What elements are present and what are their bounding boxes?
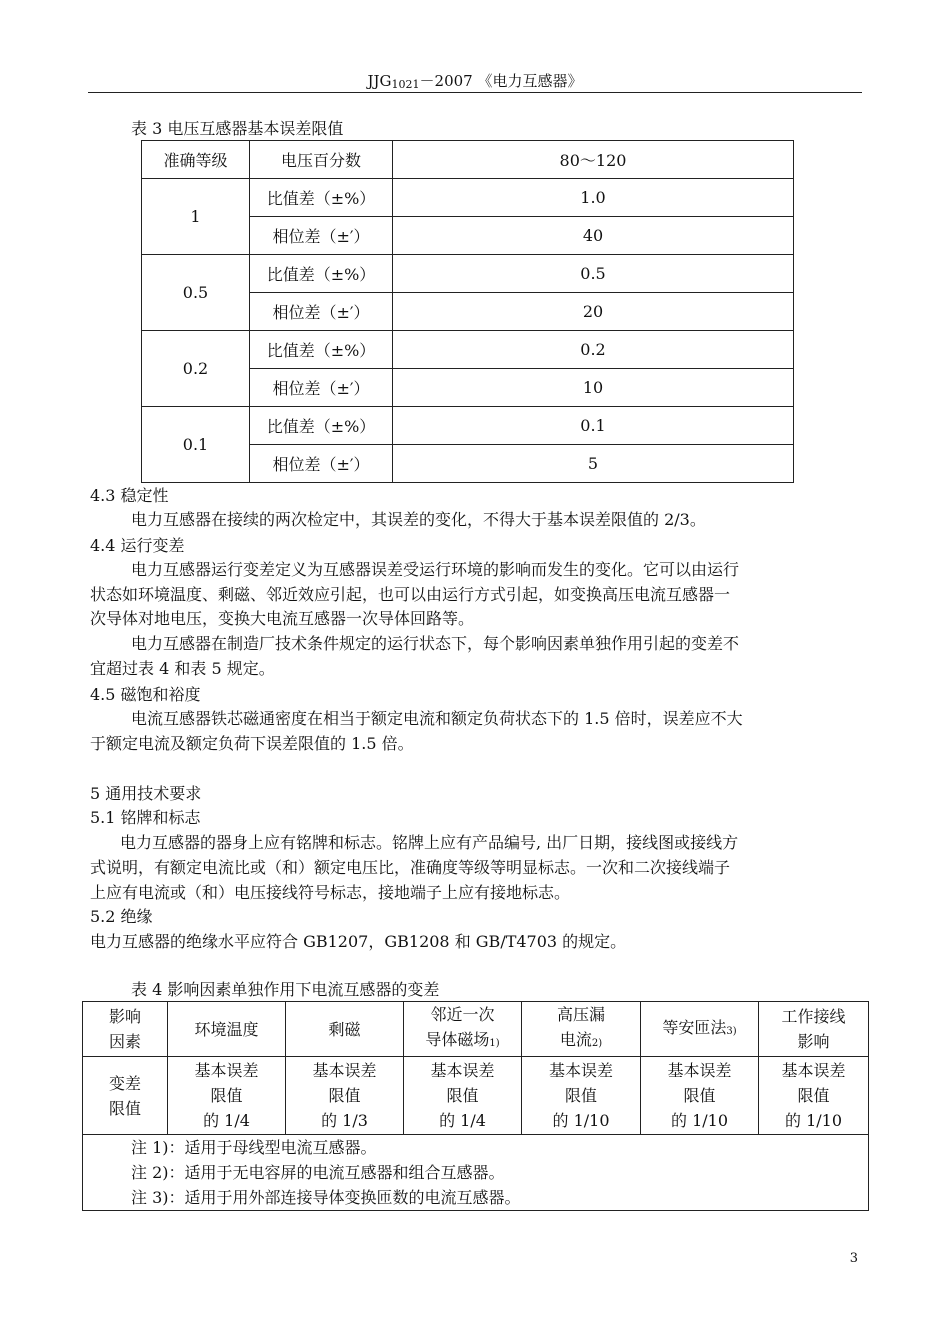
limit-line: 基本误差: [548, 1061, 613, 1080]
table4-note: 注 2)：适用于无电容屏的电流互感器和组合互感器。: [131, 1163, 505, 1182]
ratio-label-cell: 比值差（±%）: [250, 331, 393, 369]
limit-cell: [286, 1057, 404, 1135]
ratio-label-cell: 比值差（±%）: [250, 179, 393, 217]
factor-cell: [286, 1002, 404, 1057]
table4-note: 注 1)：适用于母线型电流互感器。: [131, 1138, 377, 1157]
table4-caption: 表 4 影响因素单独作用下电流互感器的变差: [131, 980, 440, 999]
section-4-4-heading: 4.4 运行变差: [90, 536, 185, 555]
limit-line: 基本误差: [781, 1061, 846, 1080]
grade-cell: 1: [142, 179, 250, 255]
limit-line: 限值: [564, 1086, 597, 1105]
limit-line: 的 1/10: [552, 1111, 610, 1130]
paragraph-line: 上应有电流或（和）电压接线符号标志，接地端子上应有接地标志。: [90, 883, 571, 902]
phase-label-cell: 相位差（±′）: [250, 217, 393, 255]
limit-line: 基本误差: [667, 1061, 732, 1080]
factor-line: [404, 1027, 521, 1056]
factor-text: 电流: [559, 1030, 592, 1049]
factor-line: 剩磁: [328, 1019, 361, 1039]
factor-line: [641, 1015, 758, 1044]
factor-cell: [759, 1002, 869, 1057]
table-row: [142, 407, 794, 445]
limit-line: 基本误差: [430, 1061, 495, 1080]
paragraph-line: 于额定电流及额定负荷下误差限值的 1.5 倍。: [90, 734, 414, 753]
table4: [82, 1001, 869, 1211]
factor-text: 导体磁场: [425, 1030, 490, 1049]
header-rule: [88, 92, 862, 93]
limit-line: 的 1/3: [321, 1111, 368, 1130]
ratio-value-cell: 0.2: [393, 331, 794, 369]
header-title: －2007 《电力互感器》: [419, 72, 583, 90]
paragraph-line: 电力互感器在制造厂技术条件规定的运行状态下，每个影响因素单独作用引起的变差不: [131, 634, 740, 653]
limit-line: 限值: [797, 1086, 830, 1105]
factor-line: 环境温度: [194, 1019, 259, 1039]
grade-cell: 0.5: [142, 255, 250, 331]
section-4-3-text: 电力互感器在接续的两次检定中，其误差的变化，不得大于基本误差限值的 2/3。: [131, 510, 706, 529]
notes-cell: [83, 1135, 869, 1211]
phase-label-cell: 相位差（±′）: [250, 445, 393, 483]
factor-text: 等安匝法: [662, 1017, 727, 1037]
limit-cell: [404, 1057, 522, 1135]
limit-cell: [641, 1057, 759, 1135]
limit-line: 限值: [683, 1086, 716, 1105]
section-5-heading: 5 通用技术要求: [90, 784, 202, 803]
notes-row: [83, 1135, 869, 1211]
paragraph-line: 电流互感器铁芯磁通密度在相当于额定电流和额定负荷状态下的 1.5 倍时，误差应不大: [131, 709, 743, 728]
paragraph-line: 电力互感器运行变差定义为互感器误差受运行环境的影响而发生的变化。它可以由运行: [131, 560, 740, 579]
limit-line: 的 1/4: [203, 1111, 250, 1130]
limit-cell: [522, 1057, 641, 1135]
ratio-value-cell: 0.1: [393, 407, 794, 445]
factor-line: 高压漏: [556, 1005, 605, 1024]
limit-line: 限值: [446, 1086, 479, 1105]
table4-note: 注 3)：适用于用外部连接导体变换匝数的电流互感器。: [131, 1188, 521, 1207]
ratio-value-cell: 1.0: [393, 179, 794, 217]
limit-cell: [759, 1057, 869, 1135]
factor-cell: [641, 1002, 759, 1057]
factor-cell: [522, 1002, 641, 1057]
table3-header-cell: 准确等级: [142, 141, 250, 179]
limit-line: 的 1/10: [670, 1111, 729, 1130]
section-5-2-text: 电力互感器的绝缘水平应符合 GB1207，GB1208 和 GB/T4703 的规定。: [90, 932, 627, 951]
limit-line: 基本误差: [194, 1061, 259, 1080]
limit-line: 限值: [210, 1086, 243, 1105]
row-head-line: 限值: [108, 1098, 141, 1118]
row-head-line: 因素: [108, 1032, 141, 1051]
paragraph-line: 电力互感器的器身上应有铭牌和标志。铭牌上应有产品编号, 出厂日期，接线图或接线方: [120, 833, 739, 852]
factor-line: 影响: [797, 1032, 830, 1051]
ratio-label-cell: 比值差（±%）: [250, 407, 393, 445]
limit-line: 的 1/10: [784, 1111, 843, 1130]
table-row: [142, 255, 794, 293]
limit-line: 的 1/4: [439, 1111, 486, 1130]
phase-value-cell: 20: [393, 293, 794, 331]
factor-line: 邻近一次: [430, 1005, 495, 1024]
paragraph-line: 式说明，有额定电流比或（和）额定电压比，准确度等级等明显标志。一次和二次接线端子: [90, 858, 731, 877]
table3-header-cell: 电压百分数: [250, 141, 393, 179]
paragraph-line: 状态如环境温度、剩磁、邻近效应引起，也可以由运行方式引起，如变换高压电流互感器一: [90, 585, 731, 604]
running-header: [0, 70, 950, 91]
header-code: JJG: [367, 72, 392, 90]
limit-line: 基本误差: [312, 1061, 377, 1080]
footnote-marker: 1): [489, 1038, 500, 1049]
phase-value-cell: 40: [393, 217, 794, 255]
page-number: 3: [849, 1251, 858, 1266]
footnote-marker: 2): [591, 1038, 603, 1049]
factor-cell: [404, 1002, 522, 1057]
table3: [141, 140, 794, 483]
phase-value-cell: 10: [393, 369, 794, 407]
paragraph-line: 宜超过表 4 和表 5 规定。: [90, 659, 275, 678]
grade-cell: 0.1: [142, 407, 250, 483]
table-row: [142, 179, 794, 217]
section-4-3-heading: 4.3 稳定性: [90, 486, 169, 505]
factor-cell: [168, 1002, 286, 1057]
row-head-line: 影响: [108, 1007, 141, 1026]
header-code-sub: 1021: [391, 78, 420, 91]
table3-caption: 表 3 电压互感器基本误差限值: [131, 119, 344, 138]
factor-line: 工作接线: [781, 1007, 846, 1026]
ratio-label-cell: 比值差（±%）: [250, 255, 393, 293]
row-head-cell: [83, 1002, 168, 1057]
phase-value-cell: 5: [393, 445, 794, 483]
phase-label-cell: 相位差（±′）: [250, 369, 393, 407]
section-5-2-heading: 5.2 绝缘: [90, 907, 153, 926]
table3-header-row: [142, 141, 794, 179]
grade-cell: 0.2: [142, 331, 250, 407]
factor-row: [83, 1002, 869, 1057]
limit-row: [83, 1057, 869, 1135]
limit-line: 限值: [328, 1086, 361, 1105]
limit-cell: [168, 1057, 286, 1135]
factor-line: [522, 1027, 640, 1056]
row-head-line: 变差: [108, 1073, 141, 1093]
phase-label-cell: 相位差（±′）: [250, 293, 393, 331]
paragraph-line: 次导体对地电压，变换大电流互感器一次导体回路等。: [90, 609, 475, 628]
ratio-value-cell: 0.5: [393, 255, 794, 293]
row-head-cell: [83, 1057, 168, 1135]
table3-header-cell: 80～120: [393, 141, 794, 179]
section-5-1-heading: 5.1 铭牌和标志: [90, 808, 201, 827]
table-row: [142, 331, 794, 369]
section-4-5-heading: 4.5 磁饱和裕度: [90, 685, 201, 704]
footnote-marker: 3): [726, 1025, 737, 1037]
